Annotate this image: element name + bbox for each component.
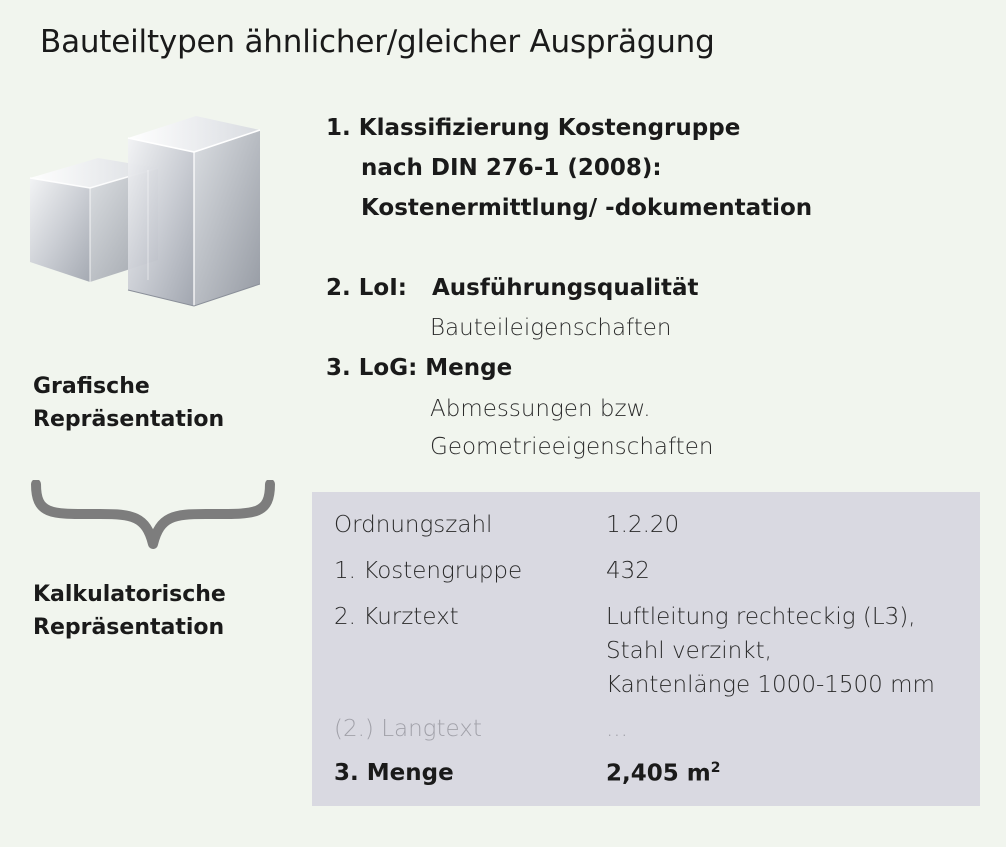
label-grafische-repraesentation [33,370,224,436]
label-kalkulatorische-repraesentation [33,578,226,644]
table-key-kostengruppe: 1. Kostengruppe [334,558,523,584]
label-line: Repräsentation [33,407,225,432]
menge-unit-exponent: 2 [710,760,721,776]
table-val-menge [606,760,720,787]
label-line: Kalkulatorische [33,582,226,607]
label-line: Repräsentation [33,615,225,640]
table-key-kurztext: 2. Kurztext [334,604,459,630]
table-key-ordnungszahl: Ordnungszahl [334,512,493,538]
glass-cubes-icon [28,110,268,310]
table-key-menge: 3. Menge [334,760,454,786]
item3-sub1: Abmessungen bzw. [430,396,651,422]
item2-label: 2. LoI: [326,275,407,301]
item1-line3: Kostenermittlung/ -dokumentation [361,195,813,221]
label-line: Grafische [33,374,150,399]
menge-value: 2,405 m [606,760,711,787]
item1-line2: nach DIN 276-1 (2008): [361,155,662,181]
table-val-kurztext-1: Luftleitung rechteckig (L3), [606,604,916,630]
item1-line1: 1. Klassifizierung Kostengruppe [326,115,741,141]
table-key-langtext: (2.) Langtext [334,716,482,742]
table-val-ordnungszahl: 1.2.20 [606,512,680,538]
item3-sub2: Geometrieeigenschaften [430,434,714,460]
table-val-kurztext-2: Stahl verzinkt, [606,638,772,664]
item2-title: Ausführungsqualität [432,275,699,301]
item3-label: 3. LoG: Menge [326,355,513,381]
cost-table [312,492,980,806]
page-title: Bauteiltypen ähnlicher/gleicher Ausprägung [40,24,715,60]
curly-brace-icon [28,480,278,552]
table-val-kostengruppe: 432 [606,558,650,584]
table-val-langtext: ... [606,716,628,742]
table-val-kurztext-3: Kantenlänge 1000-1500 mm [606,672,935,698]
item2-sub: Bauteileigenschaften [430,315,672,341]
